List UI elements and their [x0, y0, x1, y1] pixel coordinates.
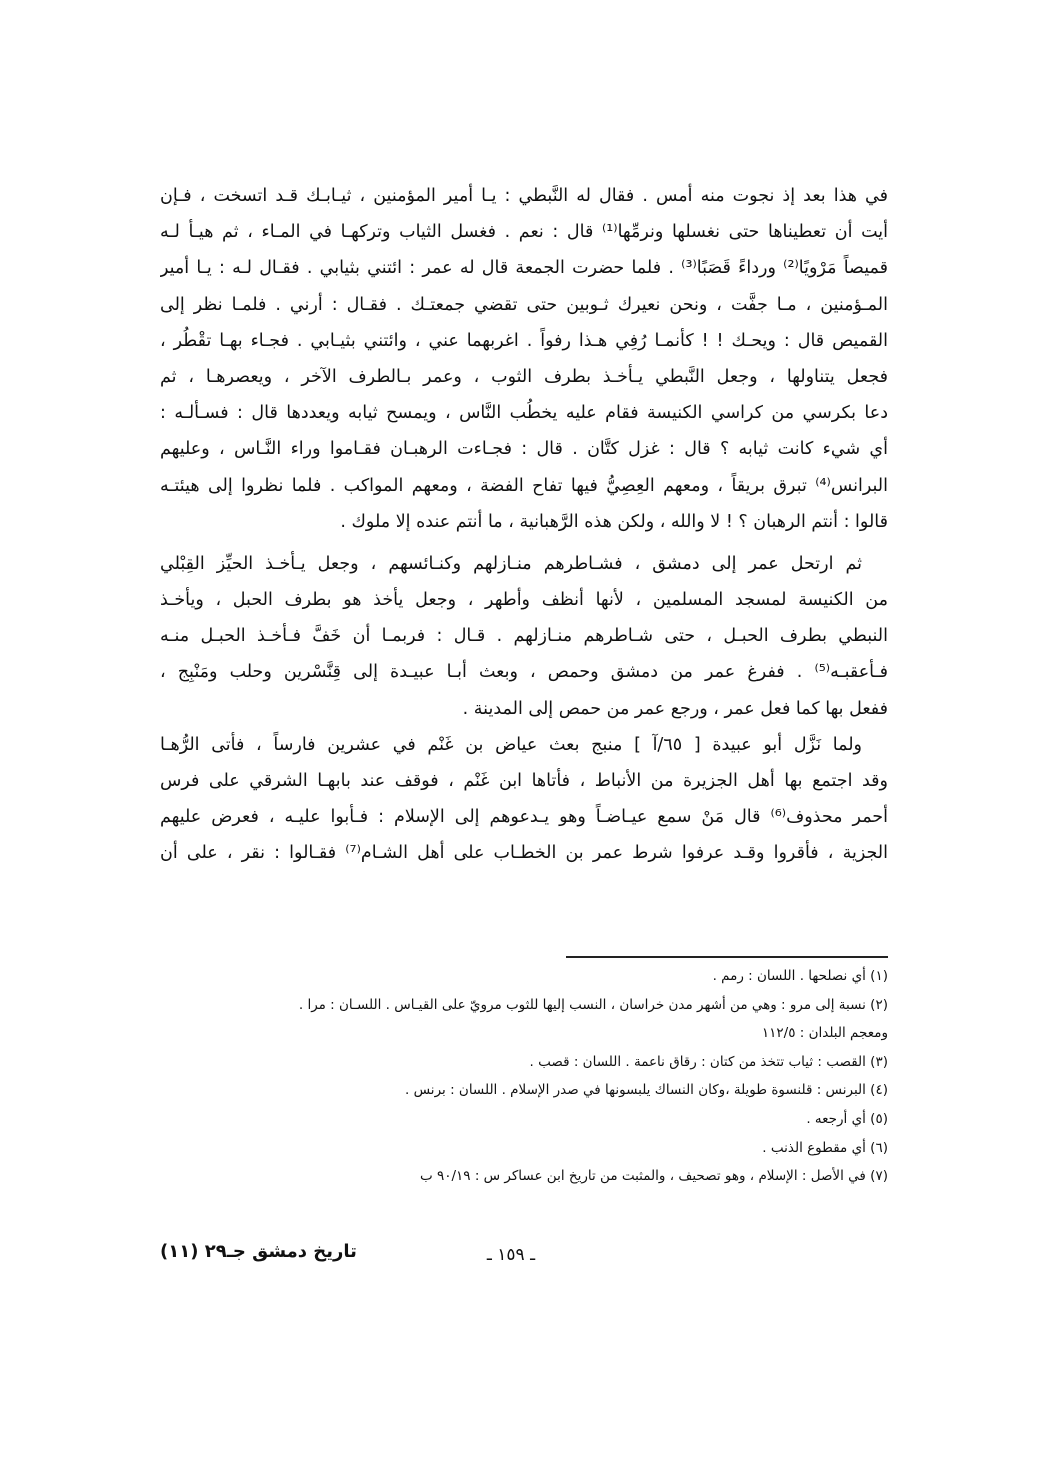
- footnote: (٣) القصب : ثياب تتخذ من كتان : رقاق ناعمة . اللسان : قصب .: [529, 1053, 888, 1070]
- footnote: (١) أي نصلحها . اللسان : رمم .: [712, 968, 888, 984]
- text-line: دعا بكرسي من كراسي الكنيسة فقام عليه يخطُب النَّاس ، ويمسح ثيابه ويعددها قال : فسـألـه :: [160, 403, 888, 424]
- text-line: أي شيء كانت ثيابه ؟ قال : غزل كتَّان . قال : فجـاءت الرهبـان فقـاموا وراء النَّـاس ، وعليهم: [160, 439, 888, 460]
- footnote: (٦) أي مقطوع الذنب .: [762, 1139, 888, 1156]
- text-line: القميص قال : ويحـك ! ! كأنمـا رُفِي هـذا رفواً . اغربهما عني ، وائتني بثيـابي . فجـاء بهـا تقْطُر ،: [160, 330, 888, 351]
- text-line: المـؤمنين ، مـا جفَّت ، ونحن نعيرك ثـوبين حتى تقضي جمعتـك . فقـال : أرني . فلمـا نظر إلى: [160, 294, 888, 315]
- text-line: ثم ارتحل عمر إلى دمشق ، فشـاطرهم منـازلهم وكنـائسهم ، وجعل يـأخـذ الحيِّز القِبْلي: [160, 553, 862, 574]
- text-line: في هذا بعد إذ نجوت منه أمس . فقال له النَّبطي : يـا أمير المؤمنين ، ثيـابـك قـد اتسخت ، فـإن: [160, 186, 888, 206]
- text-line: النبطي بطرف الحبـل ، حتى شـاطرهم منـازلهم . قـال : فربمـا أن خَفَّ فـأخـذ الحبـل منـه: [160, 626, 888, 647]
- text-line: فـأعقبـه⁽⁵⁾ . ففرغ عمر من دمشق وحمص ، وبعث أبـا عبيـدة إلى قِنَّسْرين وحلب ومَنْبِج ،: [160, 662, 888, 683]
- text-line: من الكنيسة لمسجد المسلمين ، لأنها أنظف وأطهر ، وجعل يأخذ هو بطرف الحبل ، ويأخـذ: [160, 590, 888, 611]
- text-line: البرانس⁽⁴⁾ تبرق بريقاً ، ومعهم العِصِيُّ فيها تفاح الفضة ، ومعهم المواكب . فلما نظروا إلى هيئتـه: [160, 475, 888, 496]
- footnote: (٧) في الأصل : الإسلام ، وهو تصحيف ، والمثبت من تاريخ ابن عساكر س : ٩٠/١٩ ب: [419, 1168, 888, 1185]
- footnote-continuation: ومعجم البلدان : ١١٢/٥: [761, 1025, 888, 1042]
- text-line: فجعل يتناولها ، وجعل النَّبطي يـأخـذ بطرف الثوب ، وعمر بـالطرف الآخر ، ويعصرهـا ، ثم: [160, 366, 888, 387]
- page-number: ـ ١٥٩ ـ: [486, 1245, 536, 1265]
- text-line: ولما نَزَّل أبو عبيدة [ ٦٥/آ ] منبج بعث عياض بن غَنْم في عشرين فارساً ، فأتى الرُّهـا: [160, 734, 863, 755]
- footnotes: [160, 962, 888, 1191]
- text-line: قالوا : أنتم الرهبان ؟ ! لا والله ، ولكن هذه الرَّهبانية ، ما أنتم عنده إلا ملوك .: [340, 511, 888, 532]
- text-line: وقد اجتمع بها أهل الجزيرة من الأنباط ، فأتاها ابن غَنْم ، فوقف عند بابهـا الشرقي على فرس: [160, 771, 888, 791]
- footnote: (٢) نسبة إلى مرو : وهي من أشهر مدن خراسان ، النسب إليها للثوب مرويّ على القيـاس . اللسـان : مرا .: [298, 996, 888, 1013]
- text-line: أيت أن تعطيناها حتى نغسلها ونرمِّها⁽¹⁾ قال : نعم . فغسل الثياب وتركهـا في المـاء ، ثم هيـأ لـه: [160, 222, 888, 243]
- footnote: (٤) البرنس : قلنسوة طويلة ،وكان النساك يلبسونها في صدر الإسلام . اللسان : برنس .: [405, 1082, 888, 1099]
- text-line: أحمر محذوف⁽⁶⁾ قال مَنْ سمع عيـاضـاً وهو يـدعوهم إلى الإسلام : فـأبوا عليـه ، فعرض عليهم: [160, 807, 888, 828]
- footnote-divider: [566, 956, 888, 958]
- footnote: (٥) أي أرجعه .: [806, 1110, 888, 1127]
- text-line: قميصاً مَرْويًا⁽²⁾ ورداءً قَصَبًا⁽³⁾ . فلما حضرت الجمعة قال له عمر : ائتني بثيابي . فقـال لـه : يـا أمير: [160, 258, 888, 279]
- running-title: تاريخ دمشق جـ٢٩ (١١): [160, 1241, 357, 1262]
- main-text: [160, 178, 888, 872]
- text-line: ففعل بها كما فعل عمر ، ورجع عمر من حمص إلى المدينة .: [462, 698, 888, 719]
- text-line: الجزية ، فأقروا وقـد عرفوا شرط عمر بن الخطـاب على أهل الشـام⁽⁷⁾ فقـالوا : نقر ، على أن: [160, 843, 888, 864]
